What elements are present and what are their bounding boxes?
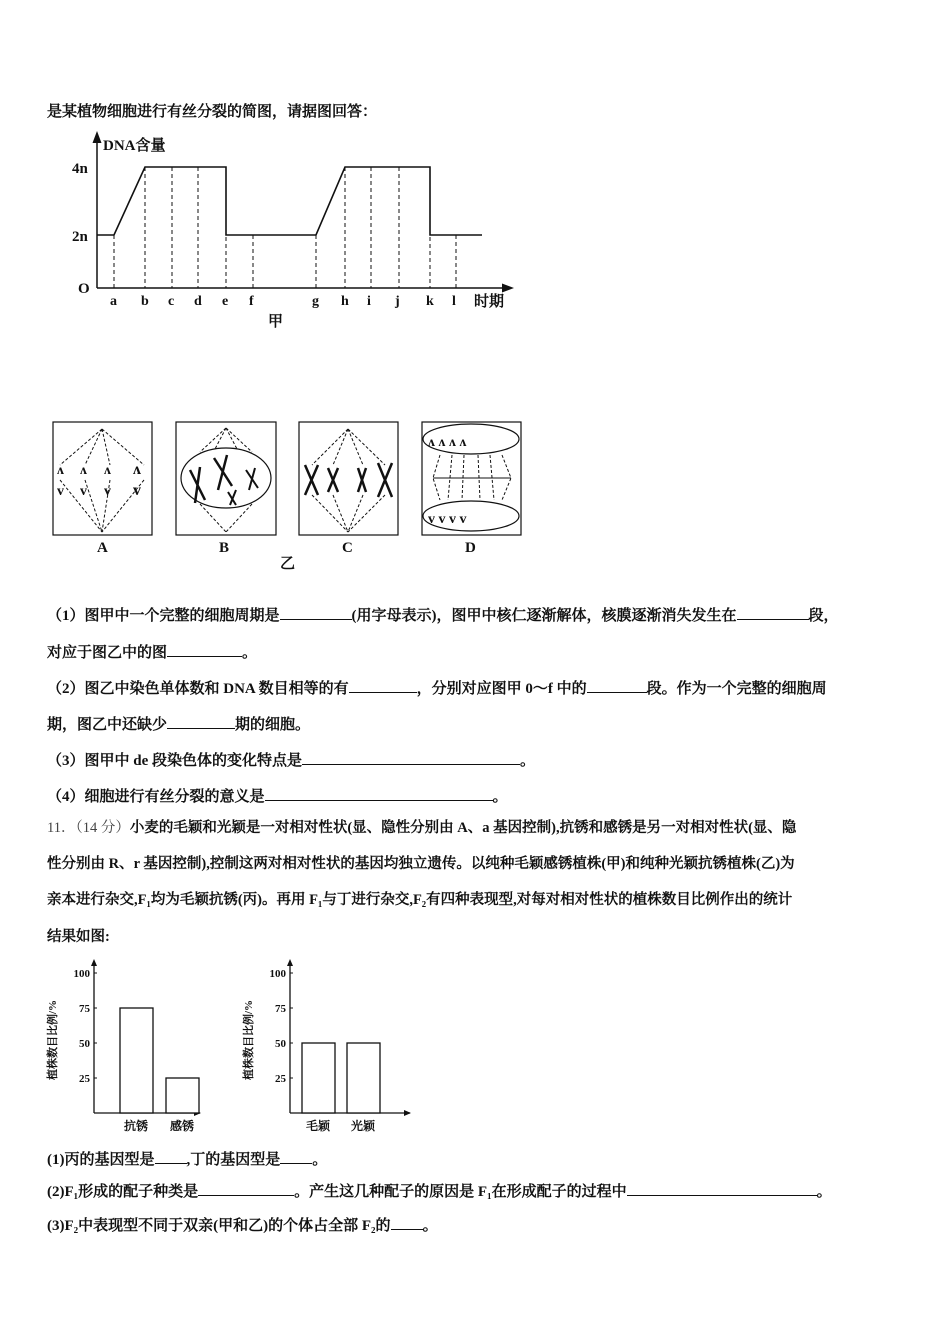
figure-caption-jia: 甲 xyxy=(268,314,284,330)
y-tick-label: 25 xyxy=(79,1073,90,1085)
q1-text: （1）图甲中一个完整的细胞周期是 xyxy=(47,608,280,624)
x-tick-i: i xyxy=(367,294,371,309)
q3-text: （3）图甲中 de 段染色体的变化特点是 xyxy=(47,753,303,769)
sq3-text: 。 xyxy=(422,1218,438,1234)
x-tick-f: f xyxy=(249,294,254,309)
q1-text: 。 xyxy=(242,645,258,661)
x-tick-c: c xyxy=(168,294,175,309)
answer-blank[interactable] xyxy=(198,1181,294,1196)
svg-text:v: v xyxy=(104,484,111,499)
figure-caption-yi: 乙 xyxy=(280,556,296,572)
sub-question-2 xyxy=(47,1181,832,1202)
y-tick-label: 50 xyxy=(79,1038,90,1050)
y-tick-label: 75 xyxy=(79,1003,90,1015)
q1-text: 段， xyxy=(808,608,839,624)
question-4 xyxy=(47,786,508,807)
answer-blank[interactable] xyxy=(302,750,520,765)
y-tick-label: 75 xyxy=(275,1003,286,1015)
answer-blank[interactable] xyxy=(155,1149,187,1164)
sq3-text: (3)F₂中表现型不同于双亲(甲和乙)的个体占全部 F₂的 xyxy=(47,1218,391,1234)
tick-2n: 2n xyxy=(72,229,88,245)
x-tick-l: l xyxy=(452,294,456,309)
category-label: 毛颖 xyxy=(305,1119,331,1133)
sq1-text: (1)丙的基因型是 xyxy=(47,1152,155,1168)
intro-text: 是某植物细胞进行有丝分裂的简图，请据图回答： xyxy=(47,104,378,120)
svg-text:ʌ: ʌ xyxy=(57,463,64,478)
svg-text:v v v v: v v v v xyxy=(428,512,467,527)
answer-blank[interactable] xyxy=(280,1149,312,1164)
question-3 xyxy=(47,750,535,771)
question-2-line-1 xyxy=(47,678,827,699)
category-label: 抗锈 xyxy=(123,1119,149,1133)
q2-text: （2）图乙中染色单体数和 DNA 数目相等的有 xyxy=(47,681,349,697)
q2-text: 段。作为一个完整的细胞周 xyxy=(646,681,827,697)
answer-blank[interactable] xyxy=(587,678,647,693)
answer-blank[interactable] xyxy=(737,605,809,620)
cell-label-d: D xyxy=(465,540,476,556)
problem-11-line-4: 结果如图: xyxy=(47,929,110,945)
svg-text:ʌ: ʌ xyxy=(133,461,141,478)
y-tick-label: 100 xyxy=(73,968,90,980)
category-label: 光颖 xyxy=(350,1119,376,1133)
answer-blank[interactable] xyxy=(349,678,417,693)
cell-label-b: B xyxy=(219,540,230,556)
answer-blank[interactable] xyxy=(167,642,242,657)
answer-blank[interactable] xyxy=(280,605,352,620)
q4-text: （4）细胞进行有丝分裂的意义是 xyxy=(47,789,265,805)
x-tick-g: g xyxy=(312,294,319,309)
answer-blank[interactable] xyxy=(627,1181,817,1196)
x-tick-a: a xyxy=(110,294,117,309)
problem-11-line-1 xyxy=(47,818,796,838)
problem-11-line-2: 性分别由 R、r 基因控制),控制这两对相对性状的基因均独立遗传。以纯种毛颖感锈植株(甲)和纯种光颖抗锈植株(乙)为 xyxy=(47,856,795,872)
x-axis-label: 时期 xyxy=(474,294,505,310)
answer-blank[interactable] xyxy=(167,714,235,729)
answer-blank[interactable] xyxy=(265,786,493,801)
x-tick-h: h xyxy=(341,294,349,309)
sq1-text: ,丁的基因型是 xyxy=(186,1152,281,1168)
cell-label-a: A xyxy=(97,540,108,556)
svg-text:v: v xyxy=(57,484,64,499)
svg-text:v: v xyxy=(133,482,141,499)
x-tick-b: b xyxy=(141,294,149,309)
q4-text: 。 xyxy=(492,789,508,805)
problem-number: 11．（14 分） xyxy=(47,820,130,836)
svg-text:ʌ: ʌ xyxy=(104,463,111,478)
y-tick-label: 25 xyxy=(275,1073,286,1085)
sq2-text: (2)F₁形成的配子种类是 xyxy=(47,1184,199,1200)
x-tick-e: e xyxy=(222,294,229,309)
y-tick-label: 50 xyxy=(275,1038,286,1050)
x-tick-j: j xyxy=(395,294,400,309)
sq1-text: 。 xyxy=(312,1152,328,1168)
q1-text: (用字母表示)，图甲中核仁逐渐解体，核膜逐渐消失发生在 xyxy=(351,608,737,624)
question-1-line-1 xyxy=(47,605,839,626)
problem-text: 小麦的毛颖和光颖是一对相对性状(显、隐性分别由 A、a 基因控制),抗锈和感锈是另一对相对性状(显、隐 xyxy=(129,820,797,836)
q2-text: ，分别对应图甲 0～f 中的 xyxy=(416,681,587,697)
answer-blank[interactable] xyxy=(391,1215,423,1230)
question-1-line-2 xyxy=(47,642,257,663)
sq2-text: 。 xyxy=(816,1184,832,1200)
sub-question-1 xyxy=(47,1149,327,1170)
category-label: 感锈 xyxy=(169,1119,195,1133)
svg-text:ʌ: ʌ xyxy=(80,463,87,478)
q2-text: 期的细胞。 xyxy=(235,717,311,733)
svg-text:v: v xyxy=(80,484,87,499)
x-tick-d: d xyxy=(194,294,202,309)
q2-text: 期，图乙中还缺少 xyxy=(47,717,168,733)
dna-content-line xyxy=(97,167,482,235)
tick-4n: 4n xyxy=(72,161,88,177)
problem-11-line-3: 亲本进行杂交,F₁均为毛颖抗锈(丙)。再用 F₁与丁进行杂交,F₂有四种表现型,对每对相对性状的植株数目比例作出的统计 xyxy=(47,892,793,908)
y-axis-label: 植株数目比例/% xyxy=(243,999,255,1081)
tick-origin: O xyxy=(78,281,90,297)
x-tick-k: k xyxy=(426,294,434,309)
q1-text: 对应于图乙中的图 xyxy=(47,645,168,661)
y-axis-label: 植株数目比例/% xyxy=(47,999,59,1081)
sub-question-3 xyxy=(47,1215,438,1236)
svg-text:ʌ ʌ ʌ ʌ: ʌ ʌ ʌ ʌ xyxy=(428,435,467,450)
y-axis-label: DNA含量 xyxy=(103,138,166,154)
q3-text: 。 xyxy=(520,753,536,769)
sq2-text: 。产生这几种配子的原因是 F₁在形成配子的过程中 xyxy=(294,1184,627,1200)
y-tick-label: 100 xyxy=(269,968,286,980)
cell-label-c: C xyxy=(342,540,353,556)
question-2-line-2 xyxy=(47,714,310,735)
